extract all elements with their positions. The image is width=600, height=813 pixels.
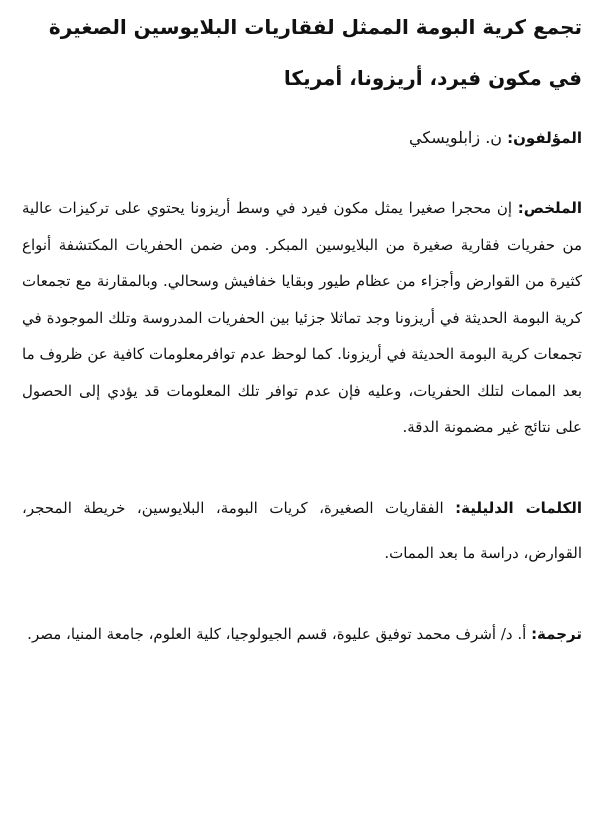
authors-value: ن. زابلويسكي <box>409 128 503 147</box>
translator-text: أ. د/ أشرف محمد توفيق عليوة، قسم الجيولوجيا، كلية العلوم، جامعة المنيا، مصر. <box>27 624 527 643</box>
translator-paragraph <box>22 612 582 657</box>
keywords-text: الفقاريات الصغيرة، كريات البومة، البلايوسين، خريطة المحجر، القوارض، دراسة ما بعد الممات. <box>22 498 582 562</box>
abstract-paragraph <box>22 190 582 446</box>
keywords-paragraph <box>22 486 582 576</box>
keywords-label: الكلمات الدليلية: <box>455 498 582 517</box>
abstract-text: إن محجرا صغيرا يمثل مكون فيرد في وسط أريزونا يحتوي على تركيزات عالية من حفريات فقارية صغيرة من البلايوسين المبكر. ومن ضمن الحفريات المكتشفة أنواع كثيرة من القوارض وأجزاء من عظام طيور وبقايا خفافيش وسحالي. وبالمقارنة مع تجمعات كرية البومة الحديثة في أريزونا وجد تماثلا جزئيا بين الحفريات المدروسة وتلك الموجودة في تجمعات كرية البومة الحديثة في أريزونا. كما لوحظ عدم توافرمعلومات كافية عن ظروف ما بعد الممات لتلك الحفريات، وعليه فإن عدم توافر تلك المعلومات قد يؤدي إلى الحصول على نتائج غير مضمونة الدقة. <box>22 199 582 436</box>
authors-label: المؤلفون: <box>507 129 582 147</box>
authors-line <box>22 126 582 150</box>
abstract-label: الملخص: <box>517 199 582 217</box>
translator-label: ترجمة: <box>531 624 582 643</box>
paper-title: تجمع كرية البومة الممثل لفقاريات البلايوسين الصغيرة في مكون فيرد، أريزونا، أمريكا <box>48 15 582 90</box>
